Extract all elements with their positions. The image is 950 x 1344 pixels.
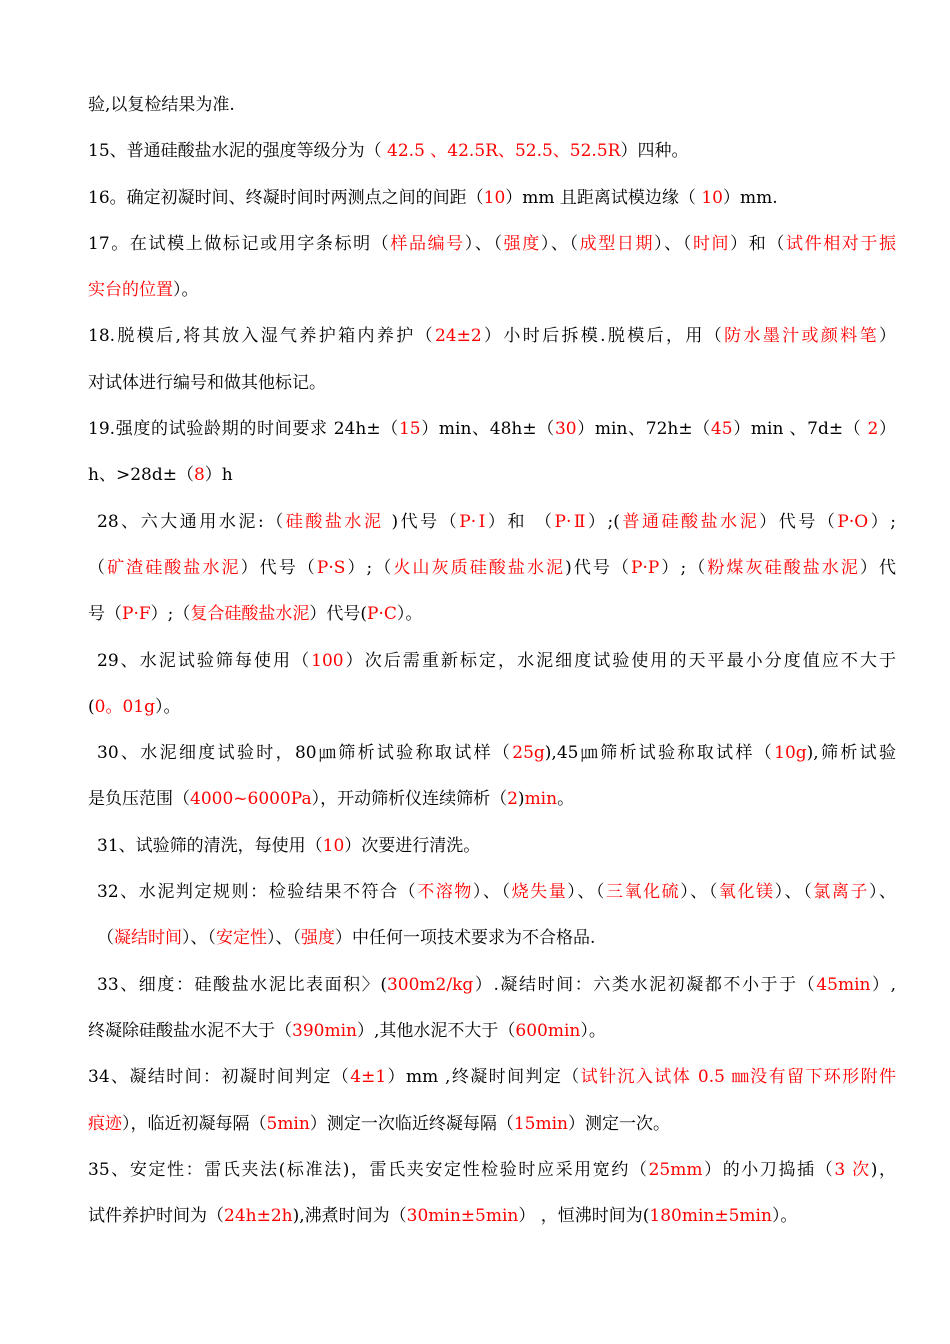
text-line: [88, 82, 896, 128]
body-text: ),筛析试验: [806, 743, 896, 764]
body-text: ）,: [870, 974, 896, 995]
body-text: 终凝除硅酸盐水泥不大于（: [88, 1020, 292, 1041]
body-text: ）;(: [587, 511, 620, 532]
answer-text: 45min: [816, 974, 871, 995]
body-text: ）.凝结时间：六类水泥初凝都不小于于（: [473, 974, 817, 995]
body-text: ）mm.: [722, 187, 778, 208]
body-text: ）、（: [472, 882, 512, 903]
answer-text: 矿渣硅酸盐水泥: [107, 557, 241, 578]
answer-text: P·S: [316, 557, 346, 578]
body-text: ）。: [580, 1020, 606, 1041]
answer-text: 试针沉入试体 0.5 ㎜没有留下环形附件: [580, 1067, 896, 1088]
answer-text: 180min±5min: [649, 1206, 772, 1227]
answer-text: 强度: [301, 928, 335, 949]
body-text: ）、（: [464, 233, 504, 254]
answer-text: 300m2/kg: [386, 974, 474, 995]
body-text: ）和 （: [487, 511, 555, 532]
body-text: 29、水泥试验筛每使用（: [97, 650, 312, 671]
answer-text: 复合硅酸盐水泥: [190, 604, 310, 625]
answer-text: P·P: [631, 557, 660, 578]
body-text: ）、（: [654, 233, 693, 254]
body-text: 33、细度：硅酸盐水泥比表面积〉(: [97, 974, 387, 995]
answer-text: P·Ⅱ: [554, 511, 588, 532]
answer-text: 成型日期: [579, 233, 655, 254]
body-text: （: [97, 928, 114, 949]
body-text: )代号（: [565, 557, 632, 578]
body-text: 15、普通硅酸盐水泥的强度等级分为（: [88, 141, 388, 162]
body-text: ），临近初凝每隔（: [122, 1113, 267, 1134]
text-line: [88, 1008, 896, 1054]
answer-text: 390min: [292, 1020, 357, 1041]
answer-text: 15min: [513, 1113, 568, 1134]
answer-text: 100: [311, 650, 344, 671]
body-text: 34、凝结时间：初凝时间判定（: [88, 1067, 351, 1088]
body-text: h、>28d±（: [88, 465, 194, 486]
answer-text: min: [524, 789, 558, 810]
body-text: 32、水泥判定规则：检验结果不符合（: [97, 882, 418, 903]
answer-text: 不溶物: [417, 882, 473, 903]
body-text: ）min 、7d±（: [732, 419, 868, 440]
body-text: ）、（: [774, 882, 814, 903]
text-line: [88, 360, 896, 406]
answer-text: P·Ⅰ: [459, 511, 488, 532]
body-text: ）代号(: [309, 604, 368, 625]
body-text: 17。在试模上做标记或用字条标明（: [88, 233, 391, 254]
body-text: ）的小刀捣插（: [702, 1159, 835, 1180]
answer-text: 强度: [503, 233, 541, 254]
body-text: ）。: [154, 696, 181, 717]
body-text: 对试体进行编号和做其他标记。: [88, 372, 326, 393]
answer-text: 25g: [512, 743, 545, 764]
body-text: 28、六大通用水泥:（: [97, 511, 286, 532]
answer-text: 安定性: [216, 928, 267, 949]
text-line: [88, 221, 896, 267]
text-line: [88, 730, 896, 776]
body-text: 验,以复检结果为准.: [88, 95, 235, 115]
answer-text: 4±1: [350, 1067, 387, 1088]
body-text: ）mm 且距离试模边缘（: [505, 187, 702, 208]
answer-text: 氧化镁: [718, 882, 775, 903]
body-text: ）。: [771, 1206, 798, 1227]
body-text: 18.脱模后,将其放入湿气养护箱内养护（: [88, 326, 435, 347]
body-text: 试件养护时间为（: [88, 1206, 224, 1227]
body-text: ）h: [204, 465, 233, 486]
answer-text: 15: [398, 419, 421, 440]
body-text: ）、（: [182, 928, 216, 949]
answer-text: 10: [322, 835, 345, 856]
answer-text: 烧失量: [511, 882, 568, 903]
body-text: 是负压范围（: [88, 789, 190, 810]
body-text: ）: [879, 326, 896, 347]
text-line: [88, 869, 896, 915]
body-text: )，: [870, 1159, 896, 1180]
body-text: 19.强度的试验龄期的时间要求 24h±（: [88, 419, 399, 440]
text-line: [88, 313, 896, 359]
body-text: ）、（: [540, 233, 580, 254]
body-text: ）;（: [345, 557, 394, 578]
body-text: ）;: [868, 511, 896, 532]
answer-text: 防水墨汁或颜料笔: [724, 326, 879, 347]
answer-text: 痕迹: [88, 1113, 122, 1134]
answer-text: 8: [193, 465, 205, 486]
answer-text: 10: [483, 187, 506, 208]
text-line: [88, 175, 896, 221]
answer-text: 时间: [692, 233, 731, 254]
body-text: ）。: [396, 604, 423, 625]
answer-text: P·F: [122, 604, 151, 625]
answer-text: 25mm: [648, 1159, 703, 1180]
text-line: [88, 406, 896, 452]
text-line: [88, 1193, 896, 1239]
answer-text: 凝结时间: [114, 928, 182, 949]
text-line: [88, 776, 896, 822]
body-text: ）min、48h±（: [420, 419, 555, 440]
body-text: ）测定一次。: [567, 1113, 670, 1134]
body-text: ）四种。: [620, 141, 689, 162]
body-text: ）,其他水泥不大于（: [356, 1020, 516, 1041]
text-line: [88, 452, 896, 498]
answer-text: 火山灰质硅酸盐水泥: [393, 557, 566, 578]
answer-text: 普通硅酸盐水泥: [619, 511, 760, 532]
text-line: [88, 684, 896, 730]
body-text: 16。确定初凝时间、终凝时间时两测点之间的间距（: [88, 187, 484, 208]
answer-text: 30: [554, 419, 577, 440]
body-text: ）、（: [680, 882, 719, 903]
answer-text: 45: [710, 419, 733, 440]
body-text: ）、（: [267, 928, 301, 949]
body-text: 。: [557, 789, 575, 810]
answer-text: 24±2: [434, 326, 482, 347]
text-line: [88, 267, 896, 313]
answer-text: 样品编号: [390, 233, 465, 254]
answer-text: 24h±2h: [224, 1206, 293, 1227]
body-text: 35、安定性：雷氏夹法(标准法)，雷氏夹安定性检验时应采用宽约（: [88, 1159, 649, 1180]
body-text: ）小时后拆模.脱模后，用（: [481, 326, 725, 347]
text-line: [88, 1147, 896, 1193]
body-text: ),45㎛筛析试验称取试样（: [544, 743, 775, 764]
body-text: ）代: [859, 557, 896, 578]
text-line: [88, 499, 896, 545]
answer-text: 0。01g: [94, 696, 155, 717]
body-text: ）中任何一项技术要求为不合格品.: [335, 928, 596, 949]
body-text: ）测定一次临近终凝每隔（: [309, 1113, 514, 1134]
answer-text: 10: [701, 187, 723, 208]
answer-text: 30min±5min: [406, 1206, 519, 1227]
answer-text: 硅酸盐水泥: [285, 511, 384, 532]
answer-text: P·C: [367, 604, 397, 625]
answer-text: P·O: [837, 511, 869, 532]
document-body: [88, 82, 896, 1239]
body-text: ): [517, 789, 525, 810]
answer-text: 试件相对于振: [785, 233, 896, 254]
body-text: ）、: [868, 882, 896, 903]
answer-text: 42.5 、42.5R、52.5、52.5R: [387, 141, 621, 162]
body-text: ),沸煮时间为（: [292, 1206, 407, 1227]
text-line: [88, 1054, 896, 1100]
text-line: [88, 823, 896, 869]
body-text: 号（: [88, 604, 122, 625]
text-line: [88, 128, 896, 174]
answer-text: 3 次: [834, 1159, 871, 1180]
text-line: [88, 591, 896, 637]
body-text: )代号（: [383, 511, 460, 532]
answer-text: 氯离子: [813, 882, 869, 903]
body-text: ）。: [173, 280, 199, 301]
body-text: ）、（: [567, 882, 606, 903]
body-text: ）mm ,终凝时间判定（: [386, 1067, 581, 1088]
body-text: ）代号（: [759, 511, 838, 532]
body-text: ）次后需重新标定，水泥细度试验使用的天平最小分度值应不大于: [343, 650, 896, 671]
text-line: [88, 638, 896, 684]
body-text: (: [88, 696, 95, 717]
answer-text: 2: [867, 419, 879, 440]
body-text: ）代号（: [240, 557, 317, 578]
body-text: ）和（: [730, 233, 786, 254]
text-line: [88, 915, 896, 961]
text-line: [88, 1101, 896, 1147]
body-text: ）;（: [659, 557, 708, 578]
text-line: [88, 962, 896, 1008]
answer-text: 实台的位置: [88, 280, 173, 301]
answer-text: 10g: [774, 743, 807, 764]
body-text: ）次要进行清洗。: [344, 835, 481, 856]
body-text: 30、水泥细度试验时，80㎛筛析试验称取试样（: [97, 743, 513, 764]
answer-text: 4000~6000Pa: [190, 789, 312, 810]
answer-text: 600min: [515, 1020, 581, 1041]
body-text: ） ，恒沸时间为(: [518, 1206, 650, 1227]
text-line: [88, 545, 896, 591]
body-text: ），开动筛析仪连续筛析（: [311, 789, 508, 810]
answer-text: 粉煤灰硅酸盐水泥: [707, 557, 860, 578]
body-text: ）;（: [150, 604, 191, 625]
body-text: 31、试验筛的清洗，每使用（: [97, 835, 323, 856]
answer-text: 2: [507, 789, 518, 810]
body-text: （: [88, 557, 108, 578]
answer-text: 5min: [266, 1113, 310, 1134]
body-text: ）min、72h±（: [576, 419, 711, 440]
body-text: ）: [878, 419, 896, 440]
answer-text: 三氧化硫: [605, 882, 681, 903]
